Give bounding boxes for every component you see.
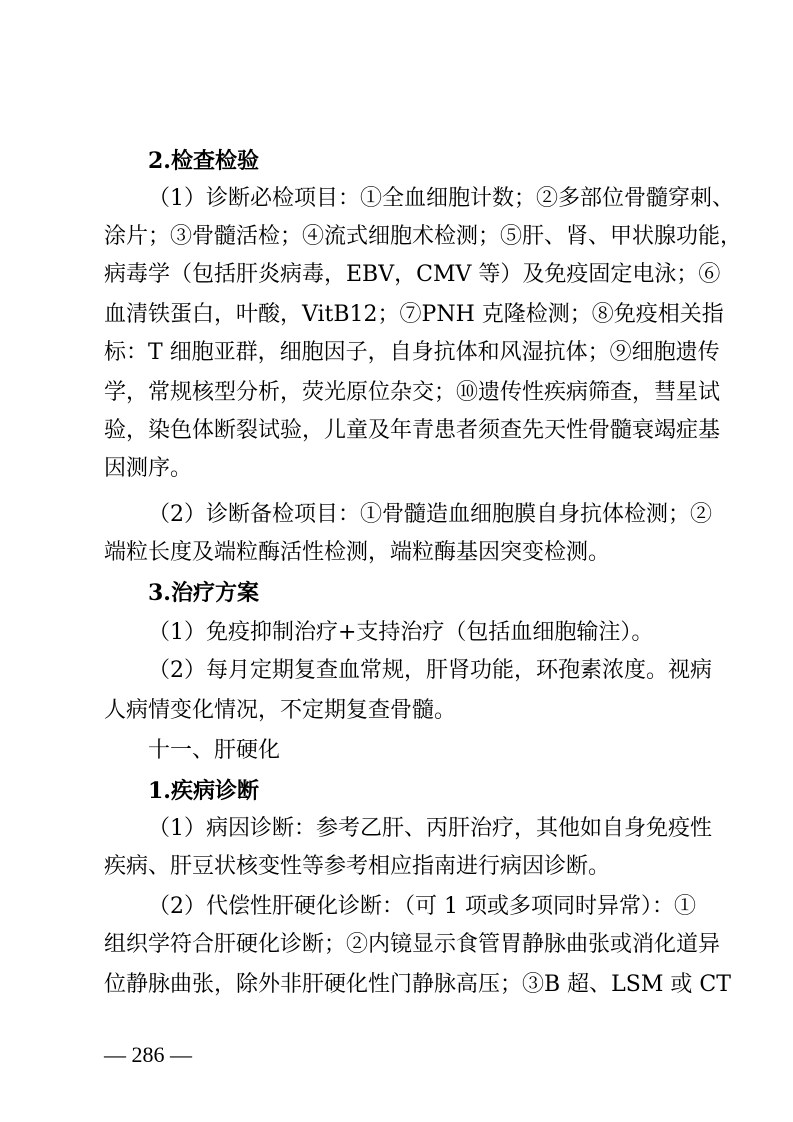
paragraph-line: 验，染色体断裂试验，儿童及年青患者须查先天性骨髓衰竭症基 (104, 418, 721, 443)
section-heading-treatment: 3.治疗方案 (148, 580, 259, 606)
paragraph-line: 学，常规核型分析，荧光原位杂交；⑩遗传性疾病筛查，彗星试 (104, 380, 721, 405)
paragraph-line: （2）每月定期复查血常规，肝肾功能，环孢素浓度。视病 (148, 658, 712, 683)
paragraph-line: 涂片；③骨髓活检；④流式细胞术检测；⑤肝、肾、甲状腺功能， (104, 224, 743, 249)
paragraph-line: （1）病因诊断：参考乙肝、丙肝治疗，其他如自身免疫性 (148, 816, 712, 841)
paragraph-line: 位静脉曲张，除外非肝硬化性门静脉高压；③B 超、LSM 或 CT (104, 972, 731, 997)
paragraph-line: 人病情变化情况，不定期复查骨髓。 (104, 698, 457, 723)
paragraph-line: 血清铁蛋白，叶酸，VitB12；⑦PNH 克隆检测；⑧免疫相关指 (104, 302, 724, 327)
paragraph-line: 病毒学（包括肝炎病毒，EBV，CMV 等）及免疫固定电泳；⑥ (104, 262, 721, 287)
paragraph-line: （1）免疫抑制治疗+支持治疗（包括血细胞输注）。 (148, 620, 654, 645)
section-heading-diagnosis: 1.疾病诊断 (148, 778, 259, 804)
page-number: — 286 — (104, 1042, 192, 1067)
paragraph-line: （2）诊断备检项目：①骨髓造血细胞膜自身抗体检测；② (148, 502, 712, 527)
paragraph-line: （1）诊断必检项目：①全血细胞计数；②多部位骨髓穿刺、 (148, 186, 734, 211)
paragraph-line: 疾病、肝豆状核变性等参考相应指南进行病因诊断。 (104, 854, 611, 879)
paragraph-line: （2）代偿性肝硬化诊断：（可 1 项或多项同时异常）：① (148, 894, 696, 919)
paragraph-line: 组织学符合肝硬化诊断；②内镜显示食管胃静脉曲张或消化道异 (104, 932, 721, 957)
chapter-heading-cirrhosis: 十一、肝硬化 (148, 738, 281, 763)
paragraph-line: 端粒长度及端粒酶活性检测，端粒酶基因突变检测。 (104, 540, 611, 565)
paragraph-line: 因测序。 (104, 456, 193, 481)
section-heading-exam: 2.检查检验 (148, 148, 259, 174)
paragraph-line: 标：T 细胞亚群，细胞因子，自身抗体和风湿抗体；⑨细胞遗传 (104, 340, 720, 365)
